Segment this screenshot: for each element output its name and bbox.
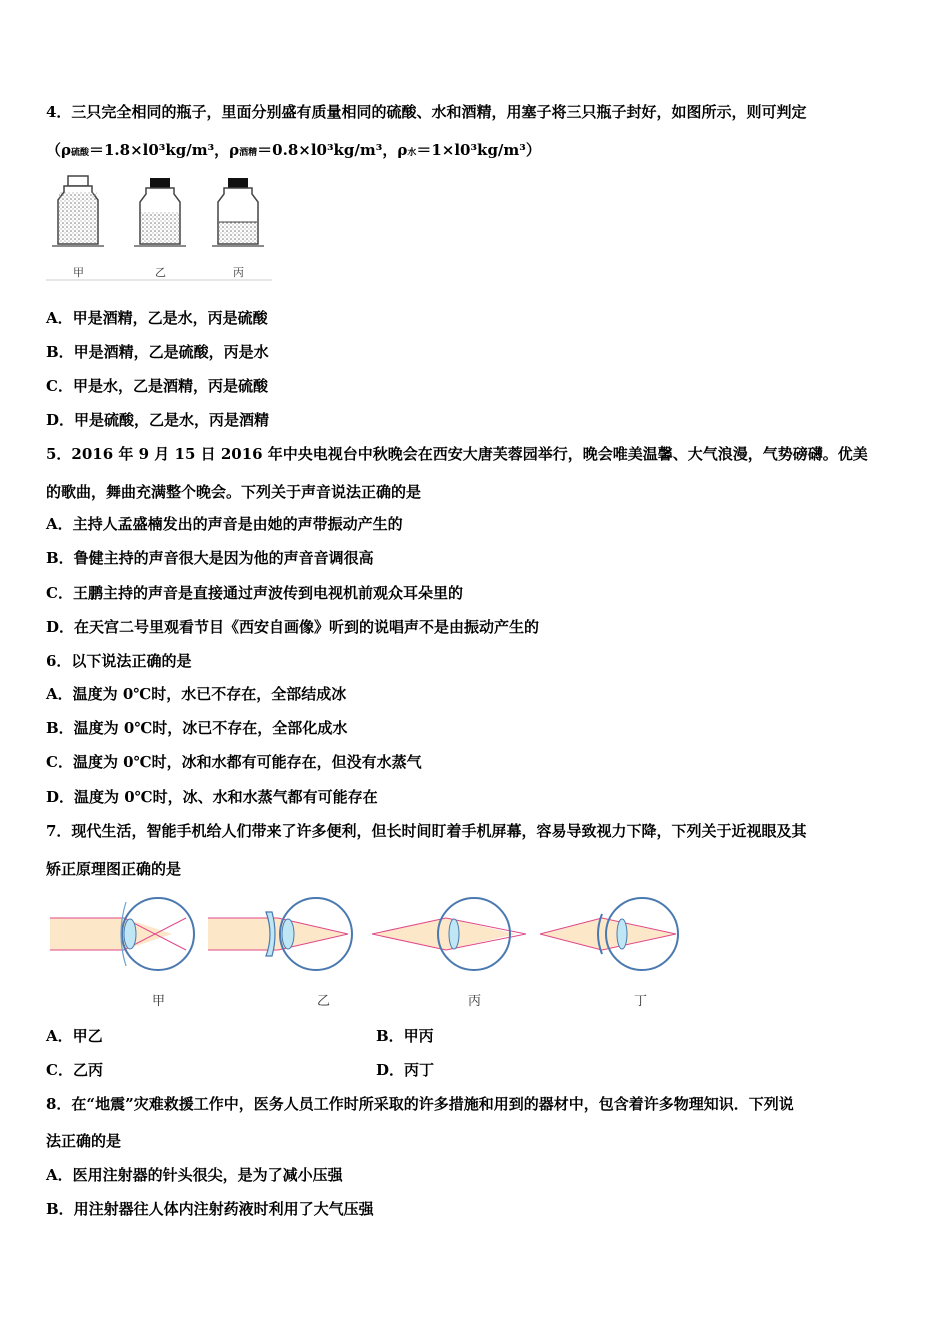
- bottle-label-bing: 丙: [233, 266, 244, 279]
- q7-option-a: A．甲乙: [46, 1027, 103, 1045]
- eye-diagram-yi: [208, 898, 352, 970]
- q7-option-b: B．甲丙: [376, 1027, 434, 1045]
- q6-option-b: B．温度为 0℃时，冰已不存在，全部化成水: [46, 719, 348, 737]
- q8-option-a: A．医用注射器的针头很尖，是为了减小压强: [46, 1166, 343, 1184]
- q5-option-c: C．王鹏主持的声音是直接通过声波传到电视机前观众耳朵里的: [46, 584, 463, 602]
- q8-option-b: B．用注射器往人体内注射药液时利用了大气压强: [46, 1200, 374, 1218]
- eye-label-ding: 丁: [634, 994, 648, 1009]
- q7-option-c: C．乙丙: [46, 1061, 103, 1079]
- bottles-figure: [46, 170, 272, 284]
- q6-stem: 6．以下说法正确的是: [46, 652, 192, 670]
- q4-option-c: C．甲是水，乙是酒精，丙是硫酸: [46, 377, 268, 395]
- eye-diagram-ding: [540, 898, 678, 970]
- q5-stem-line2: 的歌曲，舞曲充满整个晚会。下列关于声音说法正确的是: [46, 483, 422, 501]
- q5-option-a: A．主持人孟盛楠发出的声音是由她的声带振动产生的: [46, 515, 403, 533]
- bottle-yi: [134, 178, 186, 246]
- q4-option-b: B．甲是酒精，乙是硫酸，丙是水: [46, 343, 269, 361]
- q8-stem-line2: 法正确的是: [46, 1132, 122, 1150]
- q7-stem-line1: 7．现代生活，智能手机给人们带来了许多便利，但长时间盯着手机屏幕，容易导致视力下降，下列关于近视眼及其: [46, 822, 807, 840]
- eye-diagram-jia: [50, 898, 194, 970]
- q5-option-b: B．鲁健主持的声音很大是因为他的声音音调很高: [46, 549, 374, 567]
- q8-stem-line1: 8．在“地震”灾难救援工作中，医务人员工作时所采取的许多措施和用到的器材中，包含着许多物理知识．下列说: [46, 1095, 794, 1113]
- q6-option-d: D．温度为 0℃时，冰、水和水蒸气都有可能存在: [46, 788, 378, 806]
- eye-label-bing: 丙: [468, 994, 482, 1009]
- eye-label-yi: 乙: [317, 994, 331, 1009]
- q6-option-a: A．温度为 0℃时，水已不存在，全部结成冰: [46, 685, 347, 703]
- q5-stem-line1: 5．2016 年 9 月 15 日 2016 年中央电视台中秋晚会在西安大唐芙蓉园举行，晚会唯美温馨、大气浪漫，气势磅礴。优美: [46, 445, 868, 463]
- eye-diagram-bing: [372, 898, 526, 970]
- q4-stem: 4．三只完全相同的瓶子，里面分别盛有质量相同的硫酸、水和酒精，用塞子将三只瓶子封好，如图所示，则可判定: [46, 103, 807, 121]
- q4-option-a: A．甲是酒精，乙是水，丙是硫酸: [46, 309, 268, 327]
- bottle-bing: [212, 178, 264, 246]
- eye-label-jia: 甲: [152, 994, 166, 1009]
- q7-option-d: D．丙丁: [376, 1061, 435, 1079]
- q7-stem-line2: 矫正原理图正确的是: [46, 860, 182, 878]
- bottle-label-yi: 乙: [155, 266, 166, 279]
- bottle-label-jia: 甲: [73, 266, 84, 279]
- q6-option-c: C．温度为 0℃时，冰和水都有可能存在，但没有水蒸气: [46, 753, 422, 771]
- q4-option-d: D．甲是硫酸，乙是水，丙是酒精: [46, 411, 270, 429]
- eye-diagrams: [46, 892, 686, 982]
- q4-density-condition: （ρ硫酸＝1.8×l0³kg/m³，ρ酒精＝0.8×l0³kg/m³，ρ水＝1×l0³kg/m³）: [46, 141, 541, 159]
- bottle-jia: [52, 176, 104, 246]
- q5-option-d: D．在天宫二号里观看节目《西安自画像》听到的说唱声不是由振动产生的: [46, 618, 540, 636]
- eye-diagrams-figure: [46, 892, 686, 1010]
